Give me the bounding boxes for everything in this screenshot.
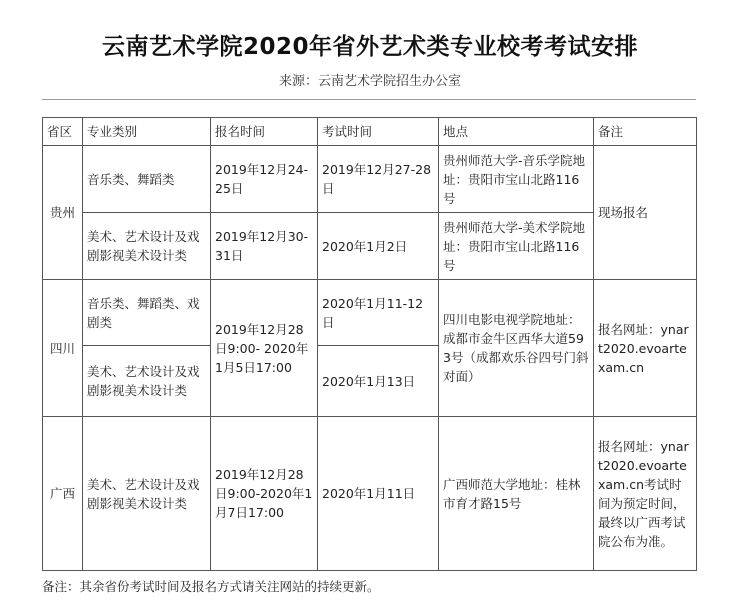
location-cell: 广西师范大学地址：桂林市育才路15号 <box>439 417 594 571</box>
divider <box>42 99 696 100</box>
register-time-cell: 2019年12月28日9:00- 2020年1月5日17:00 <box>211 280 318 417</box>
major-cell: 美术、艺术设计及戏剧影视美术设计类 <box>83 346 211 417</box>
schedule-table <box>42 117 697 571</box>
province-guizhou: 贵州 <box>43 146 83 280</box>
exam-time-cell: 2020年1月13日 <box>318 346 439 417</box>
major-cell: 美术、艺术设计及戏剧影视美术设计类 <box>83 213 211 280</box>
province-sichuan: 四川 <box>43 280 83 417</box>
header-register-time: 报名时间 <box>211 118 318 146</box>
footnote: 备注：其余省份考试时间及报名方式请关注网站的持续更新。 <box>42 579 380 594</box>
header-exam-time: 考试时间 <box>318 118 439 146</box>
location-cell: 四川电影电视学院地址：成都市金牛区西华大道593号（成都欢乐谷四号门斜对面） <box>439 280 594 417</box>
page-title: 云南艺术学院2020年省外艺术类专业校考考试安排 <box>101 34 638 60</box>
table-row <box>43 146 697 213</box>
table-row <box>43 417 697 571</box>
register-time-cell: 2019年12月24-25日 <box>211 146 318 213</box>
table-row <box>43 280 697 346</box>
exam-time-cell: 2020年1月11-12日 <box>318 280 439 346</box>
province-guangxi: 广西 <box>43 417 83 571</box>
header-major: 专业类别 <box>83 118 211 146</box>
major-cell: 美术、艺术设计及戏剧影视美术设计类 <box>83 417 211 571</box>
header-note: 备注 <box>594 118 697 146</box>
register-time-cell: 2019年12月28日9:00-2020年1月7日17:00 <box>211 417 318 571</box>
note-cell: 报名网址：ynart2020.evoartexam.cn考试时间为预定时间，最终以广西考试院公布为准。 <box>594 417 697 571</box>
major-cell: 音乐类、舞蹈类 <box>83 146 211 213</box>
header-province: 省区 <box>43 118 83 146</box>
register-time-cell: 2019年12月30-31日 <box>211 213 318 280</box>
major-cell: 音乐类、舞蹈类、戏剧类 <box>83 280 211 346</box>
table-header-row <box>43 118 697 146</box>
note-cell: 现场报名 <box>594 146 697 280</box>
exam-time-cell: 2019年12月27-28日 <box>318 146 439 213</box>
note-cell: 报名网址：ynart2020.evoartexam.cn <box>594 280 697 417</box>
exam-time-cell: 2020年1月11日 <box>318 417 439 571</box>
exam-time-cell: 2020年1月2日 <box>318 213 439 280</box>
header-location: 地点 <box>439 118 594 146</box>
location-cell: 贵州师范大学-美术学院地址：贵阳市宝山北路116号 <box>439 213 594 280</box>
source-line: 来源：云南艺术学院招生办公室 <box>278 74 461 89</box>
location-cell: 贵州师范大学-音乐学院地址：贵阳市宝山北路116号 <box>439 146 594 213</box>
